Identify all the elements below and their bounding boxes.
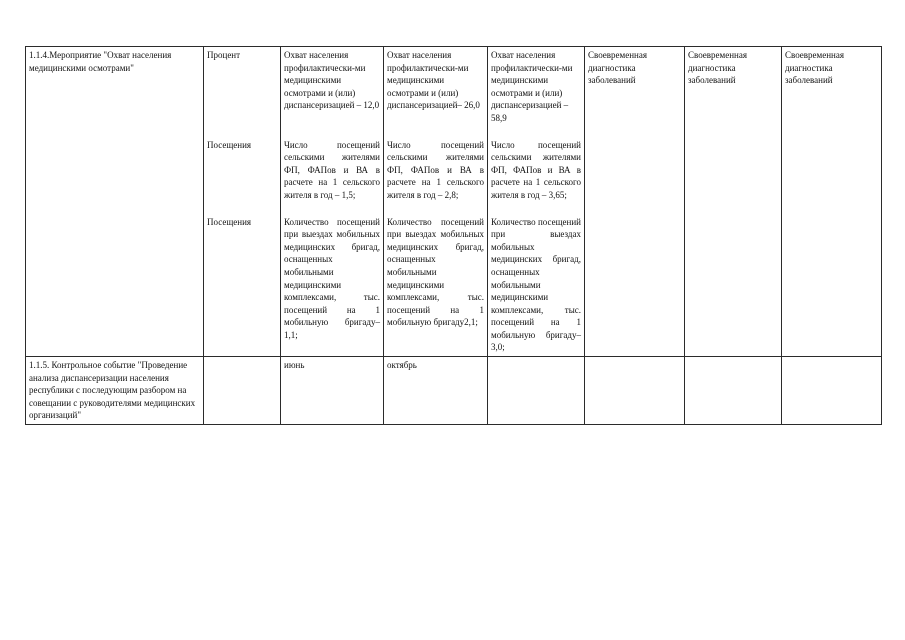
unit-cell: [204, 214, 281, 357]
result-cell: [685, 47, 782, 357]
result-text: Своевременная диагностика заболеваний: [588, 50, 647, 86]
unit-cell: [204, 137, 281, 214]
indicator-text: Охват населения профилактически-ми медицинскими осмотрами и (или) диспансеризацией –58,9: [491, 50, 573, 123]
empty-cell: [782, 357, 882, 425]
event-name: 1.1.5. Контрольное событие "Проведение анализа диспансеризации населения республики с последующим разбором на совещании с руководителями медицинских организаций": [29, 360, 196, 421]
event-name: 1.1.4.Мероприятие "Охват населения медицинскими осмотрами": [29, 50, 172, 73]
indicator-cell: [384, 47, 488, 137]
indicator-cell: [281, 137, 384, 214]
date-text: июнь: [284, 360, 305, 371]
event-name-cell: [26, 47, 204, 357]
result-text: Своевременная диагностика заболеваний: [688, 50, 747, 86]
unit-cell: [204, 357, 281, 425]
indicator-text: Количество посещений при выездах мобильных медицинских бригад, оснащенных мобильными медицинскими комплексами, тыс. посещений на 1 мобильную бригаду2,1;: [387, 216, 484, 328]
result-cell: [585, 47, 685, 357]
indicator-text: Число посещений сельскими жителями ФП, ФАПов и ВА в расчете на 1 сельского жителя в год – 2,8;: [387, 139, 484, 200]
indicator-cell: [281, 47, 384, 137]
indicator-cell: [384, 137, 488, 214]
indicator-cell: [488, 47, 585, 137]
unit-label: Посещения: [207, 216, 252, 227]
indicator-text: Число посещений сельскими жителями ФП, ФАПов и ВА в расчете на 1 сельского жителя в год – 1,5;: [284, 139, 380, 200]
indicator-cell: [384, 214, 488, 357]
indicator-text: Охват населения профилактически-ми медицинскими осмотрами и (или) диспансеризацией – 12,0: [284, 50, 380, 111]
empty-cell: [685, 357, 782, 425]
indicator-text: Количество посещений при выездах мобильных медицинских бригад, оснащенных мобильными медицинскими комплексами, тыс. посещений на 1 мобильную бригаду– 3,0;: [491, 216, 581, 353]
indicator-text: Количество посещений при выездах мобильных медицинских бригад, оснащенных мобильными медицинскими комплексами, тыс. посещений на 1 мобильную бригаду– 1,1;: [284, 216, 380, 340]
indicator-text: Число посещений сельскими жителями ФП, ФАПов и ВА в расчете на 1 сельского жителя в год – 3,65;: [491, 139, 581, 200]
program-table: [25, 46, 882, 425]
event-name-cell: [26, 357, 204, 425]
unit-label: Процент: [207, 50, 241, 60]
empty-cell: [488, 357, 585, 425]
unit-label: Посещения: [207, 139, 252, 150]
indicator-text: Охват населения профилактически-ми медицинскими осмотрами и (или) диспансеризацией– 26,0: [387, 50, 480, 111]
unit-cell: [204, 47, 281, 137]
table-row: [26, 357, 882, 425]
date-text: октябрь: [387, 360, 417, 371]
table-row: [26, 47, 882, 137]
indicator-cell: [488, 137, 585, 214]
date-cell: [384, 357, 488, 425]
indicator-cell: [488, 214, 585, 357]
result-cell: [782, 47, 882, 357]
result-text: Своевременная диагностика заболеваний: [785, 50, 844, 86]
date-cell: [281, 357, 384, 425]
indicator-cell: [281, 214, 384, 357]
empty-cell: [585, 357, 685, 425]
